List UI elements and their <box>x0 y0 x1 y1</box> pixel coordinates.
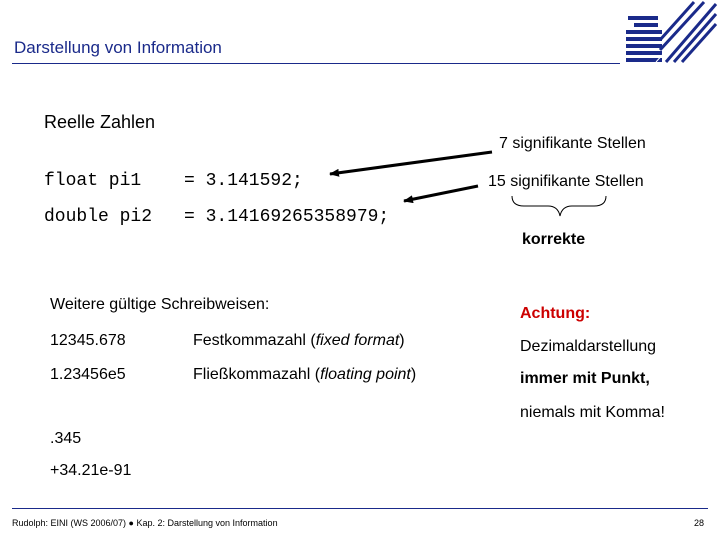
format-extra: +34.21e-91 <box>50 462 132 479</box>
format-description: Fließkommazahl (floating point) <box>193 366 417 383</box>
format-description: Festkommazahl (fixed format) <box>193 332 405 349</box>
formats-title: Weitere gültige Schreibweisen: <box>50 296 270 313</box>
double-precision-note: 15 signifikante Stellen <box>488 173 644 190</box>
warning-line: Dezimaldarstellung <box>520 338 657 355</box>
format-example: 12345.678 <box>50 332 126 349</box>
section-heading: Reelle Zahlen <box>44 112 156 132</box>
float-precision-note: 7 signifikante Stellen <box>499 135 646 152</box>
code-assign-double: = 3.14169265358979; <box>184 207 390 227</box>
warning-title: Achtung: <box>520 305 591 322</box>
format-extra: .345 <box>50 430 82 447</box>
brace <box>512 196 606 216</box>
warning-line: immer mit Punkt, <box>520 370 650 387</box>
code-decl-double: double pi2 <box>44 207 153 227</box>
footer-divider <box>12 508 708 509</box>
footer-text: Rudolph: EINI (WS 2006/07) ● Kap. 2: Darstellung von Information <box>12 518 278 528</box>
code-decl-float: float pi1 <box>44 171 142 191</box>
page-title: Darstellung von Information <box>14 38 222 57</box>
arrow-float <box>330 152 492 174</box>
page-number: 28 <box>694 518 705 528</box>
code-assign-float: = 3.141592; <box>184 171 303 191</box>
correct-label: korrekte <box>522 231 586 248</box>
format-example: 1.23456e5 <box>50 366 126 383</box>
warning-line: niemals mit Komma! <box>520 404 665 421</box>
arrow-double <box>404 186 478 201</box>
